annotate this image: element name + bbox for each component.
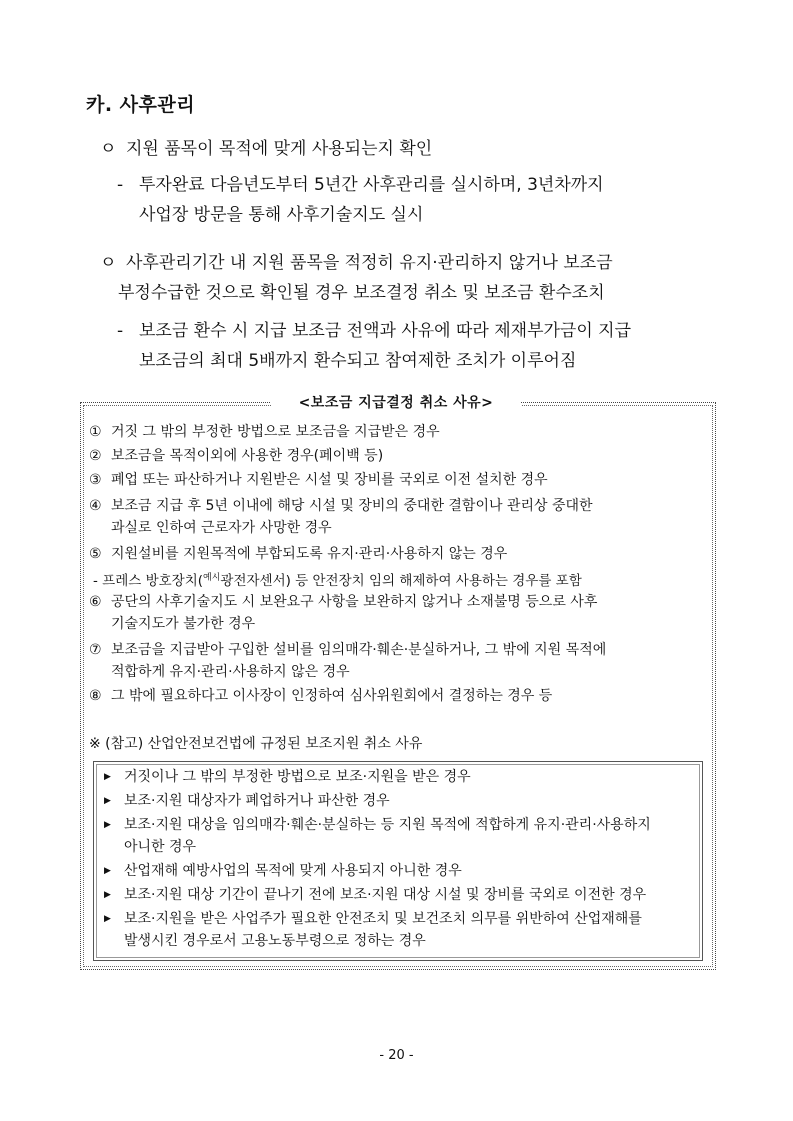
- reason-line: 과실로 인하여 근로자가 사망한 경우: [111, 520, 332, 536]
- reason-line: 기술지도가 불가한 경우: [111, 616, 256, 632]
- reason-line: 폐업 또는 파산하거나 지원받은 시설 및 장비를 국외로 이전 설치한 경우: [111, 472, 548, 488]
- triangle-bullet-icon: ▶: [104, 772, 111, 782]
- law-line: 보조·지원 대상 기간이 끝나기 전에 보조·지원 대상 시설 및 장비를 국외로 이전한 경우: [124, 887, 647, 903]
- reason-number: ⑥: [89, 594, 102, 610]
- section-heading: 카. 사후관리: [86, 94, 196, 116]
- law-line: 보조·지원 대상을 임의매각·훼손·분실하는 등 지원 목적에 적합하게 유지·관리·사용하지: [124, 817, 651, 833]
- triangle-bullet-icon: ▶: [104, 890, 111, 900]
- triangle-bullet-icon: ▶: [104, 914, 111, 924]
- box-title: <보조금 지급결정 취소 사유>: [271, 392, 521, 412]
- dash-bullet-icon: -: [117, 175, 124, 195]
- triangle-bullet-icon: ▶: [104, 796, 111, 806]
- law-reasons-box: [93, 761, 703, 961]
- law-line: 보조·지원을 받은 사업주가 필요한 안전조치 및 보건조치 의무를 위반하여 산업재해를: [124, 911, 642, 927]
- bullet-line: 지원 품목이 목적에 맞게 사용되는지 확인: [126, 139, 433, 159]
- reason-line: 그 밖에 필요하다고 이사장이 인정하여 심사위원회에서 결정하는 경우 등: [111, 688, 553, 704]
- law-line: 산업재해 예방사업의 목적에 맞게 사용되지 아니한 경우: [124, 863, 462, 879]
- circle-bullet-icon: ㅇ: [100, 253, 117, 273]
- reference-note: ※ (참고) 산업안전보건법에 규정된 보조지원 취소 사유: [89, 736, 423, 752]
- reason-number: ①: [89, 424, 102, 440]
- page-number: - 20 -: [379, 1048, 414, 1063]
- law-line: 발생시킨 경우로서 고용노동부령으로 정하는 경우: [124, 933, 426, 949]
- law-line: 거짓이나 그 밖의 부정한 방법으로 보조·지원을 받은 경우: [124, 769, 471, 785]
- circle-bullet-icon: ㅇ: [100, 139, 117, 159]
- reason-line: 공단의 사후기술지도 시 보완요구 사항을 보완하지 않거나 소재불명 등으로 사후: [111, 594, 598, 610]
- bullet-line: 사업장 방문을 통해 사후기술지도 실시: [139, 205, 424, 225]
- bullet-line: 사후관리기간 내 지원 품목을 적정히 유지·관리하지 않거나 보조금: [126, 253, 613, 273]
- triangle-bullet-icon: ▶: [104, 866, 111, 876]
- bullet-line: 투자완료 다음년도부터 5년간 사후관리를 실시하며, 3년차까지: [139, 175, 604, 195]
- reason-line: 적합하게 유지·관리·사용하지 않은 경우: [111, 664, 350, 680]
- bullet-line: 보조금의 최대 5배까지 환수되고 참여제한 조치가 이루어짐: [139, 351, 577, 371]
- reason-sub-note: - 프레스 방호장치($^{예시}$광전자센서) 등 안전장치 임의 해제하여 사용하는 경우를 포함: [93, 573, 582, 589]
- reason-number: ④: [89, 498, 102, 514]
- law-line: 보조·지원 대상자가 폐업하거나 파산한 경우: [124, 793, 390, 809]
- reason-line: 보조금 지급 후 5년 이내에 해당 시설 및 장비의 중대한 결함이나 관리상 중대한: [111, 498, 593, 514]
- cancellation-reasons-box: [80, 395, 716, 970]
- triangle-bullet-icon: ▶: [104, 820, 111, 830]
- dash-bullet-icon: -: [117, 321, 124, 341]
- reason-number: ⑧: [89, 688, 102, 704]
- reason-line: 거짓 그 밖의 부정한 방법으로 보조금을 지급받은 경우: [111, 424, 440, 440]
- reason-line: 지원설비를 지원목적에 부합되도록 유지·관리·사용하지 않는 경우: [111, 546, 508, 562]
- law-line: 아니한 경우: [124, 839, 197, 855]
- reason-number: ②: [89, 448, 102, 464]
- reason-line: 보조금을 지급받아 구입한 설비를 임의매각·훼손·분실하거나, 그 밖에 지원 목적에: [111, 642, 607, 658]
- bullet-line: 부정수급한 것으로 확인될 경우 보조결정 취소 및 보조금 환수조치: [118, 283, 605, 303]
- reason-number: ⑤: [89, 546, 102, 562]
- reason-number: ⑦: [89, 642, 102, 658]
- bullet-line: 보조금 환수 시 지급 보조금 전액과 사유에 따라 제재부가금이 지급: [139, 321, 632, 341]
- reason-line: 보조금을 목적이외에 사용한 경우(페이백 등): [111, 448, 384, 464]
- reason-number: ③: [89, 472, 102, 488]
- example-superscript: 예시: [203, 573, 221, 583]
